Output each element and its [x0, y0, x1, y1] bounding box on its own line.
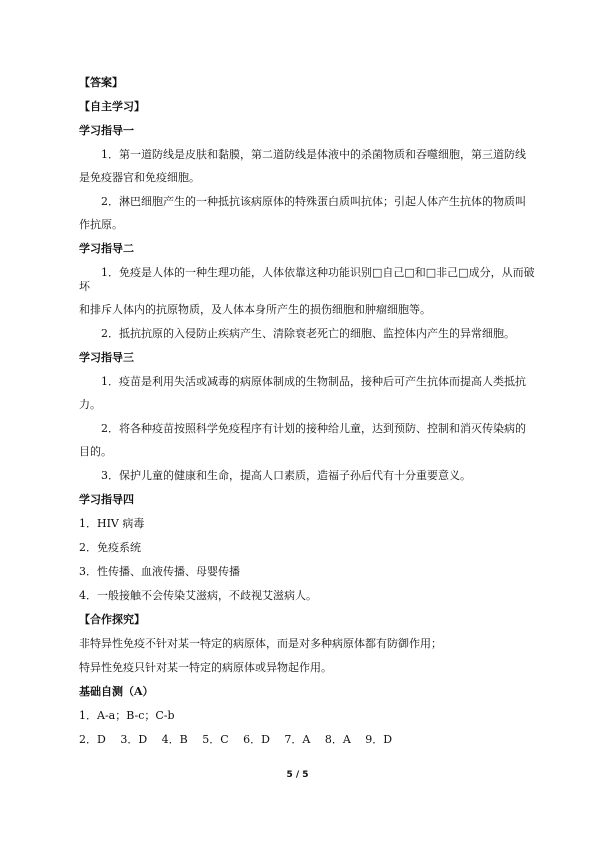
- guide4-title: 学习指导四: [79, 493, 134, 506]
- basic-test-title: 基础自测（A）: [79, 685, 154, 698]
- guide4-item4: 4．一般接触不会传染艾滋病，不歧视艾滋病人。: [79, 589, 317, 602]
- guide2-item1-line2: 和排斥人体内的抗原物质，及人体本身所产生的损伤细胞和肿瘤细胞等。: [79, 303, 431, 316]
- basic-test-item2: 2．D 3．D 4．B 5．C 6．D 7．A 8．A 9．D: [79, 733, 393, 746]
- page-number: 5 / 5: [286, 770, 309, 780]
- guide1-title: 学习指导一: [79, 124, 134, 137]
- guide4-item2: 2．免疫系统: [79, 541, 141, 554]
- answer-content: [79, 76, 541, 747]
- guide3-title: 学习指导三: [79, 351, 134, 364]
- guide4-item3: 3．性传播、血液传播、母婴传播: [79, 565, 240, 578]
- guide3-item1-line1: 1．疫苗是利用失活或减毒的病原体制成的生物制品，接种后可产生抗体而提高人类抵抗: [101, 375, 526, 388]
- guide3-item2-line2: 目的。: [79, 445, 112, 458]
- guide1-item1-line2: 是免疫器官和免疫细胞。: [79, 171, 200, 184]
- guide3-item2-line1: 2．将各种疫苗按照科学免疫程序有计划的接种给儿童，达到预防、控制和消灭传染病的: [101, 422, 526, 435]
- cooperation-line1: 非特异性免疫不针对某一特定的病原体，而是对多种病原体都有防御作用；: [79, 637, 442, 650]
- guide3-item1-line2: 力。: [79, 398, 101, 411]
- guide1-item1-line1: 1．第一道防线是皮肤和黏膜，第二道防线是体液中的杀菌物质和吞噬细胞，第三道防线: [101, 148, 526, 161]
- guide2-item1-line1: 1．免疫是人体的一种生理功能，人体依靠这种功能识别□自己□和□非己□成分，从而破坏: [79, 266, 535, 293]
- answer-heading: 【答案】: [79, 76, 123, 89]
- cooperation-heading: 【合作探究】: [79, 613, 145, 626]
- guide1-item2-line1: 2．淋巴细胞产生的一种抵抗该病原体的特殊蛋白质叫抗体；引起人体产生抗体的物质叫: [101, 195, 526, 208]
- guide4-item1: 1．HIV 病毒: [79, 517, 145, 530]
- guide2-item2: 2．抵抗抗原的入侵防止疾病产生、清除衰老死亡的细胞、监控体内产生的异常细胞。: [101, 327, 515, 340]
- guide3-item3: 3．保护儿童的健康和生命，提高人口素质，造福子孙后代有十分重要意义。: [101, 469, 471, 482]
- guide1-item2-line2: 作抗原。: [79, 218, 123, 231]
- basic-test-item1: 1．A-a；B-c；C-b: [79, 709, 175, 722]
- self-study-heading: 【自主学习】: [79, 100, 145, 113]
- guide2-title: 学习指导二: [79, 242, 134, 255]
- cooperation-line2: 特异性免疫只针对某一特定的病原体或异物起作用。: [79, 661, 332, 674]
